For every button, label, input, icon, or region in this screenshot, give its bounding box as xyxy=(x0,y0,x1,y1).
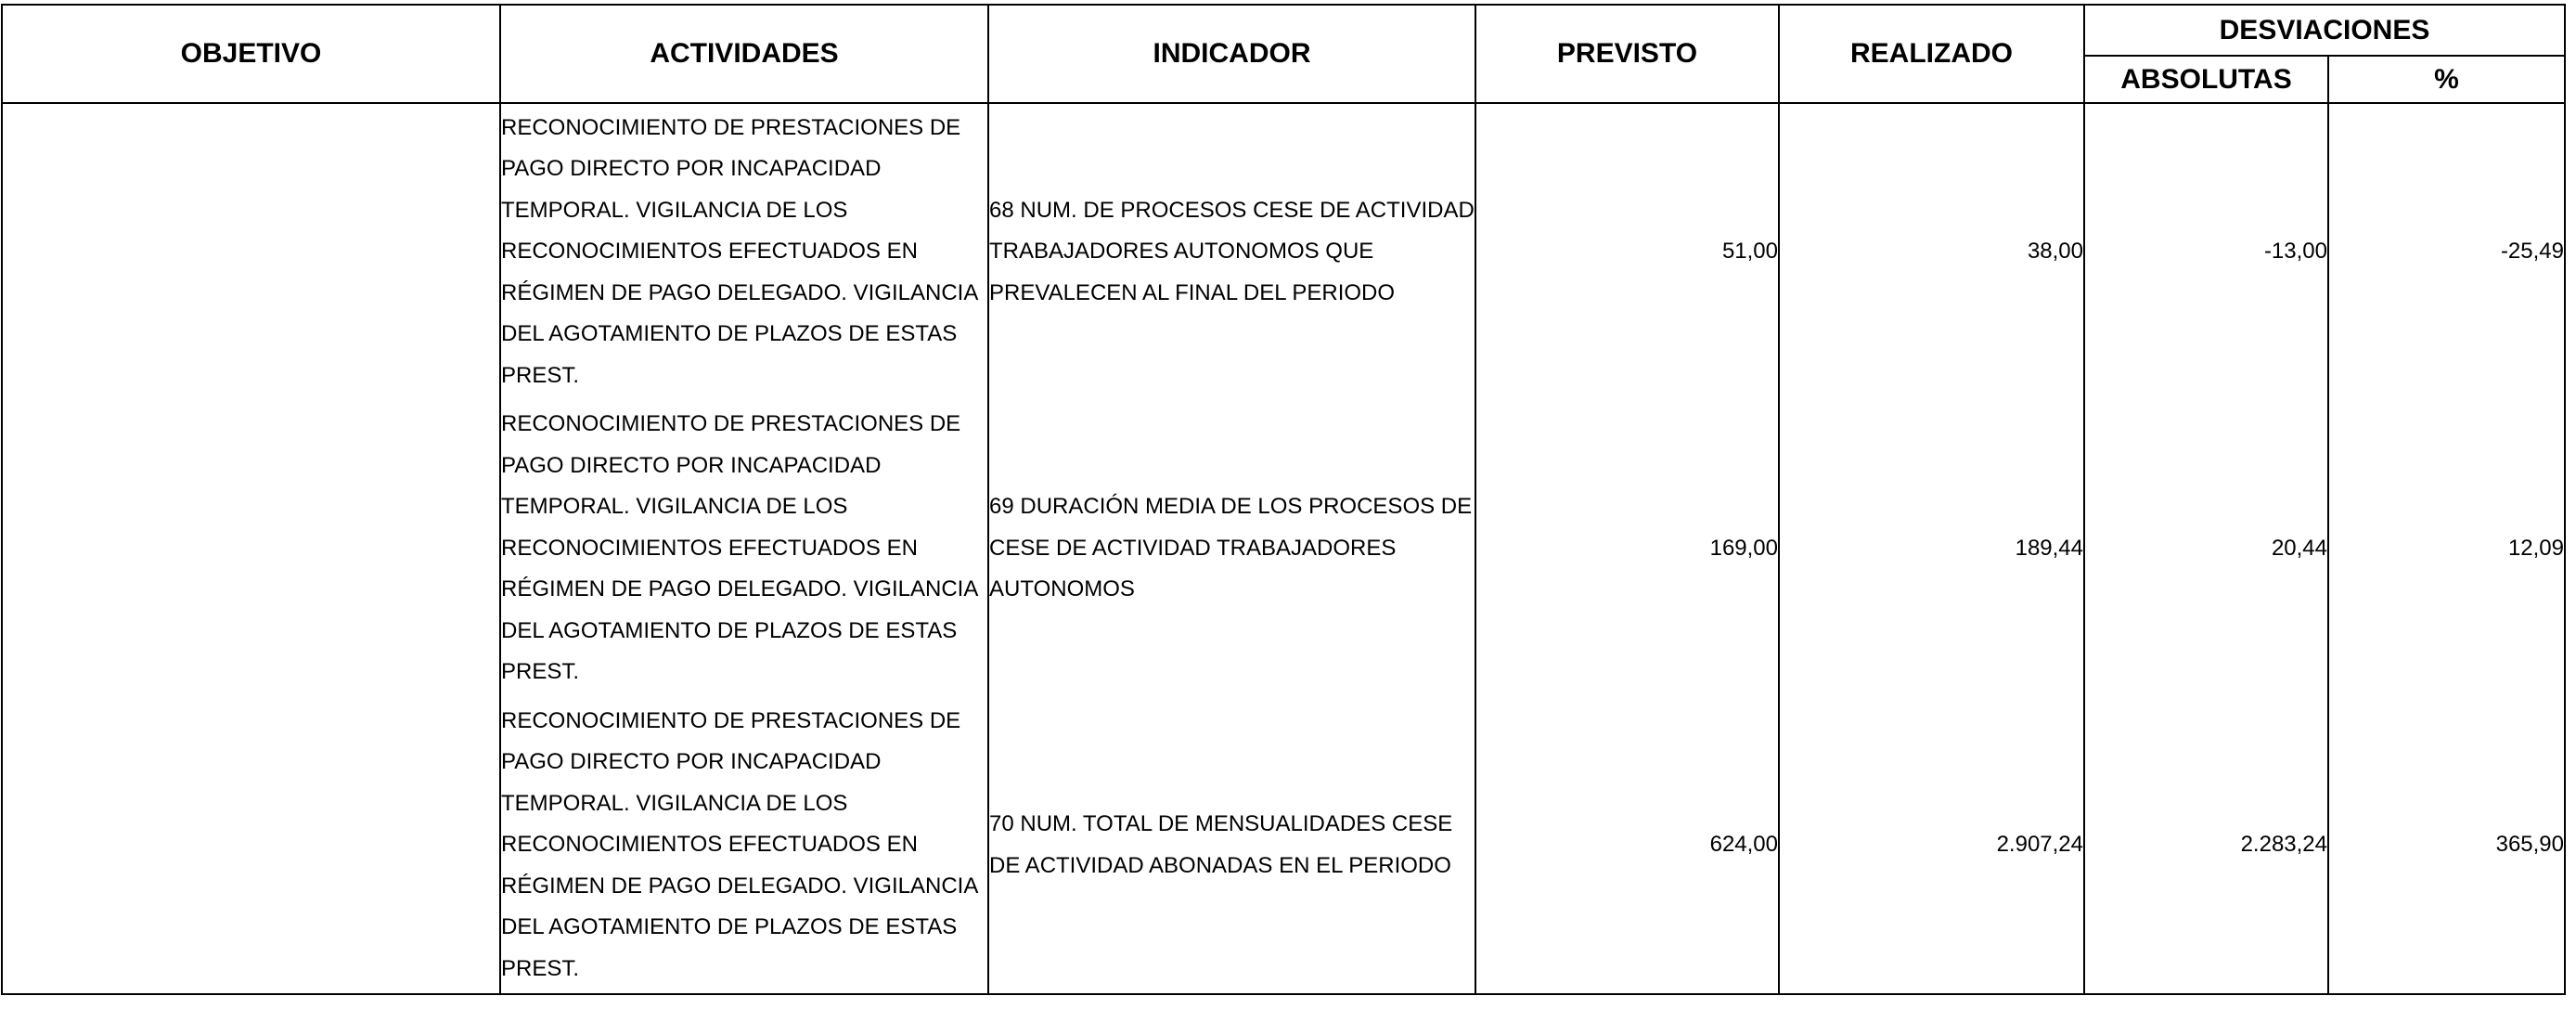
actividad-text: RECONOCIMIENTO DE PRESTACIONES DE PAGO DIRECTO POR INCAPACIDAD TEMPORAL. VIGILANCIA DE LOS RECONOCIMIENTOS EFECTUADOS EN RÉGIMEN DE PAGO DELEGADO. VIGILANCIA DEL AGOTAMIENTO DE PLAZOS DE ESTAS PREST. xyxy=(501,114,978,388)
cell-previsto: 624,00 xyxy=(1475,697,1779,994)
cell-realizado: 2.907,24 xyxy=(1779,697,2084,994)
cell-actividad xyxy=(500,697,988,994)
col-header-previsto: PREVISTO xyxy=(1475,5,1779,103)
indicador-text: 69 DURACIÓN MEDIA DE LOS PROCESOS DE CESE DE ACTIVIDAD TRABAJADORES AUTONOMOS xyxy=(989,494,1473,602)
cell-porcentaje: 12,09 xyxy=(2328,400,2565,697)
col-header-absolutas: ABSOLUTAS xyxy=(2084,56,2328,103)
cell-realizado: 38,00 xyxy=(1779,103,2084,400)
cell-absolutas: 20,44 xyxy=(2084,400,2328,697)
cell-actividad xyxy=(500,400,988,697)
indicador-text: 70 NUM. TOTAL DE MENSUALIDADES CESE DE ACTIVIDAD ABONADAS EN EL PERIODO xyxy=(989,811,1453,878)
actividad-text: RECONOCIMIENTO DE PRESTACIONES DE PAGO DIRECTO POR INCAPACIDAD TEMPORAL. VIGILANCIA DE LOS RECONOCIMIENTOS EFECTUADOS EN RÉGIMEN DE PAGO DELEGADO. VIGILANCIA DEL AGOTAMIENTO DE PLAZOS DE ESTAS PREST. xyxy=(501,411,978,685)
table-row xyxy=(2,400,2565,697)
cell-objetivo xyxy=(2,400,500,697)
cell-porcentaje: -25,49 xyxy=(2328,103,2565,400)
col-header-indicador: INDICADOR xyxy=(988,5,1475,103)
cell-realizado: 189,44 xyxy=(1779,400,2084,697)
table-row xyxy=(2,697,2565,994)
cell-absolutas: -13,00 xyxy=(2084,103,2328,400)
col-header-porcentaje: % xyxy=(2328,56,2565,103)
col-header-desviaciones: DESVIACIONES xyxy=(2084,5,2565,56)
cell-previsto: 169,00 xyxy=(1475,400,1779,697)
col-header-realizado: REALIZADO xyxy=(1779,5,2084,103)
cell-indicador xyxy=(988,697,1475,994)
cell-indicador xyxy=(988,400,1475,697)
cell-indicador xyxy=(988,103,1475,400)
indicators-table xyxy=(1,4,2566,995)
cell-objetivo xyxy=(2,697,500,994)
cell-previsto: 51,00 xyxy=(1475,103,1779,400)
col-header-objetivo: OBJETIVO xyxy=(2,5,500,103)
indicador-text: 68 NUM. DE PROCESOS CESE DE ACTIVIDAD TRABAJADORES AUTONOMOS QUE PREVALECEN AL FINAL DEL PERIODO xyxy=(989,197,1475,305)
header-row xyxy=(2,5,2565,56)
col-header-actividades: ACTIVIDADES xyxy=(500,5,988,103)
actividad-text: RECONOCIMIENTO DE PRESTACIONES DE PAGO DIRECTO POR INCAPACIDAD TEMPORAL. VIGILANCIA DE LOS RECONOCIMIENTOS EFECTUADOS EN RÉGIMEN DE PAGO DELEGADO. VIGILANCIA DEL AGOTAMIENTO DE PLAZOS DE ESTAS PREST. xyxy=(501,707,978,981)
cell-porcentaje: 365,90 xyxy=(2328,697,2565,994)
table-row xyxy=(2,103,2565,400)
cell-objetivo xyxy=(2,103,500,400)
cell-actividad xyxy=(500,103,988,400)
cell-absolutas: 2.283,24 xyxy=(2084,697,2328,994)
